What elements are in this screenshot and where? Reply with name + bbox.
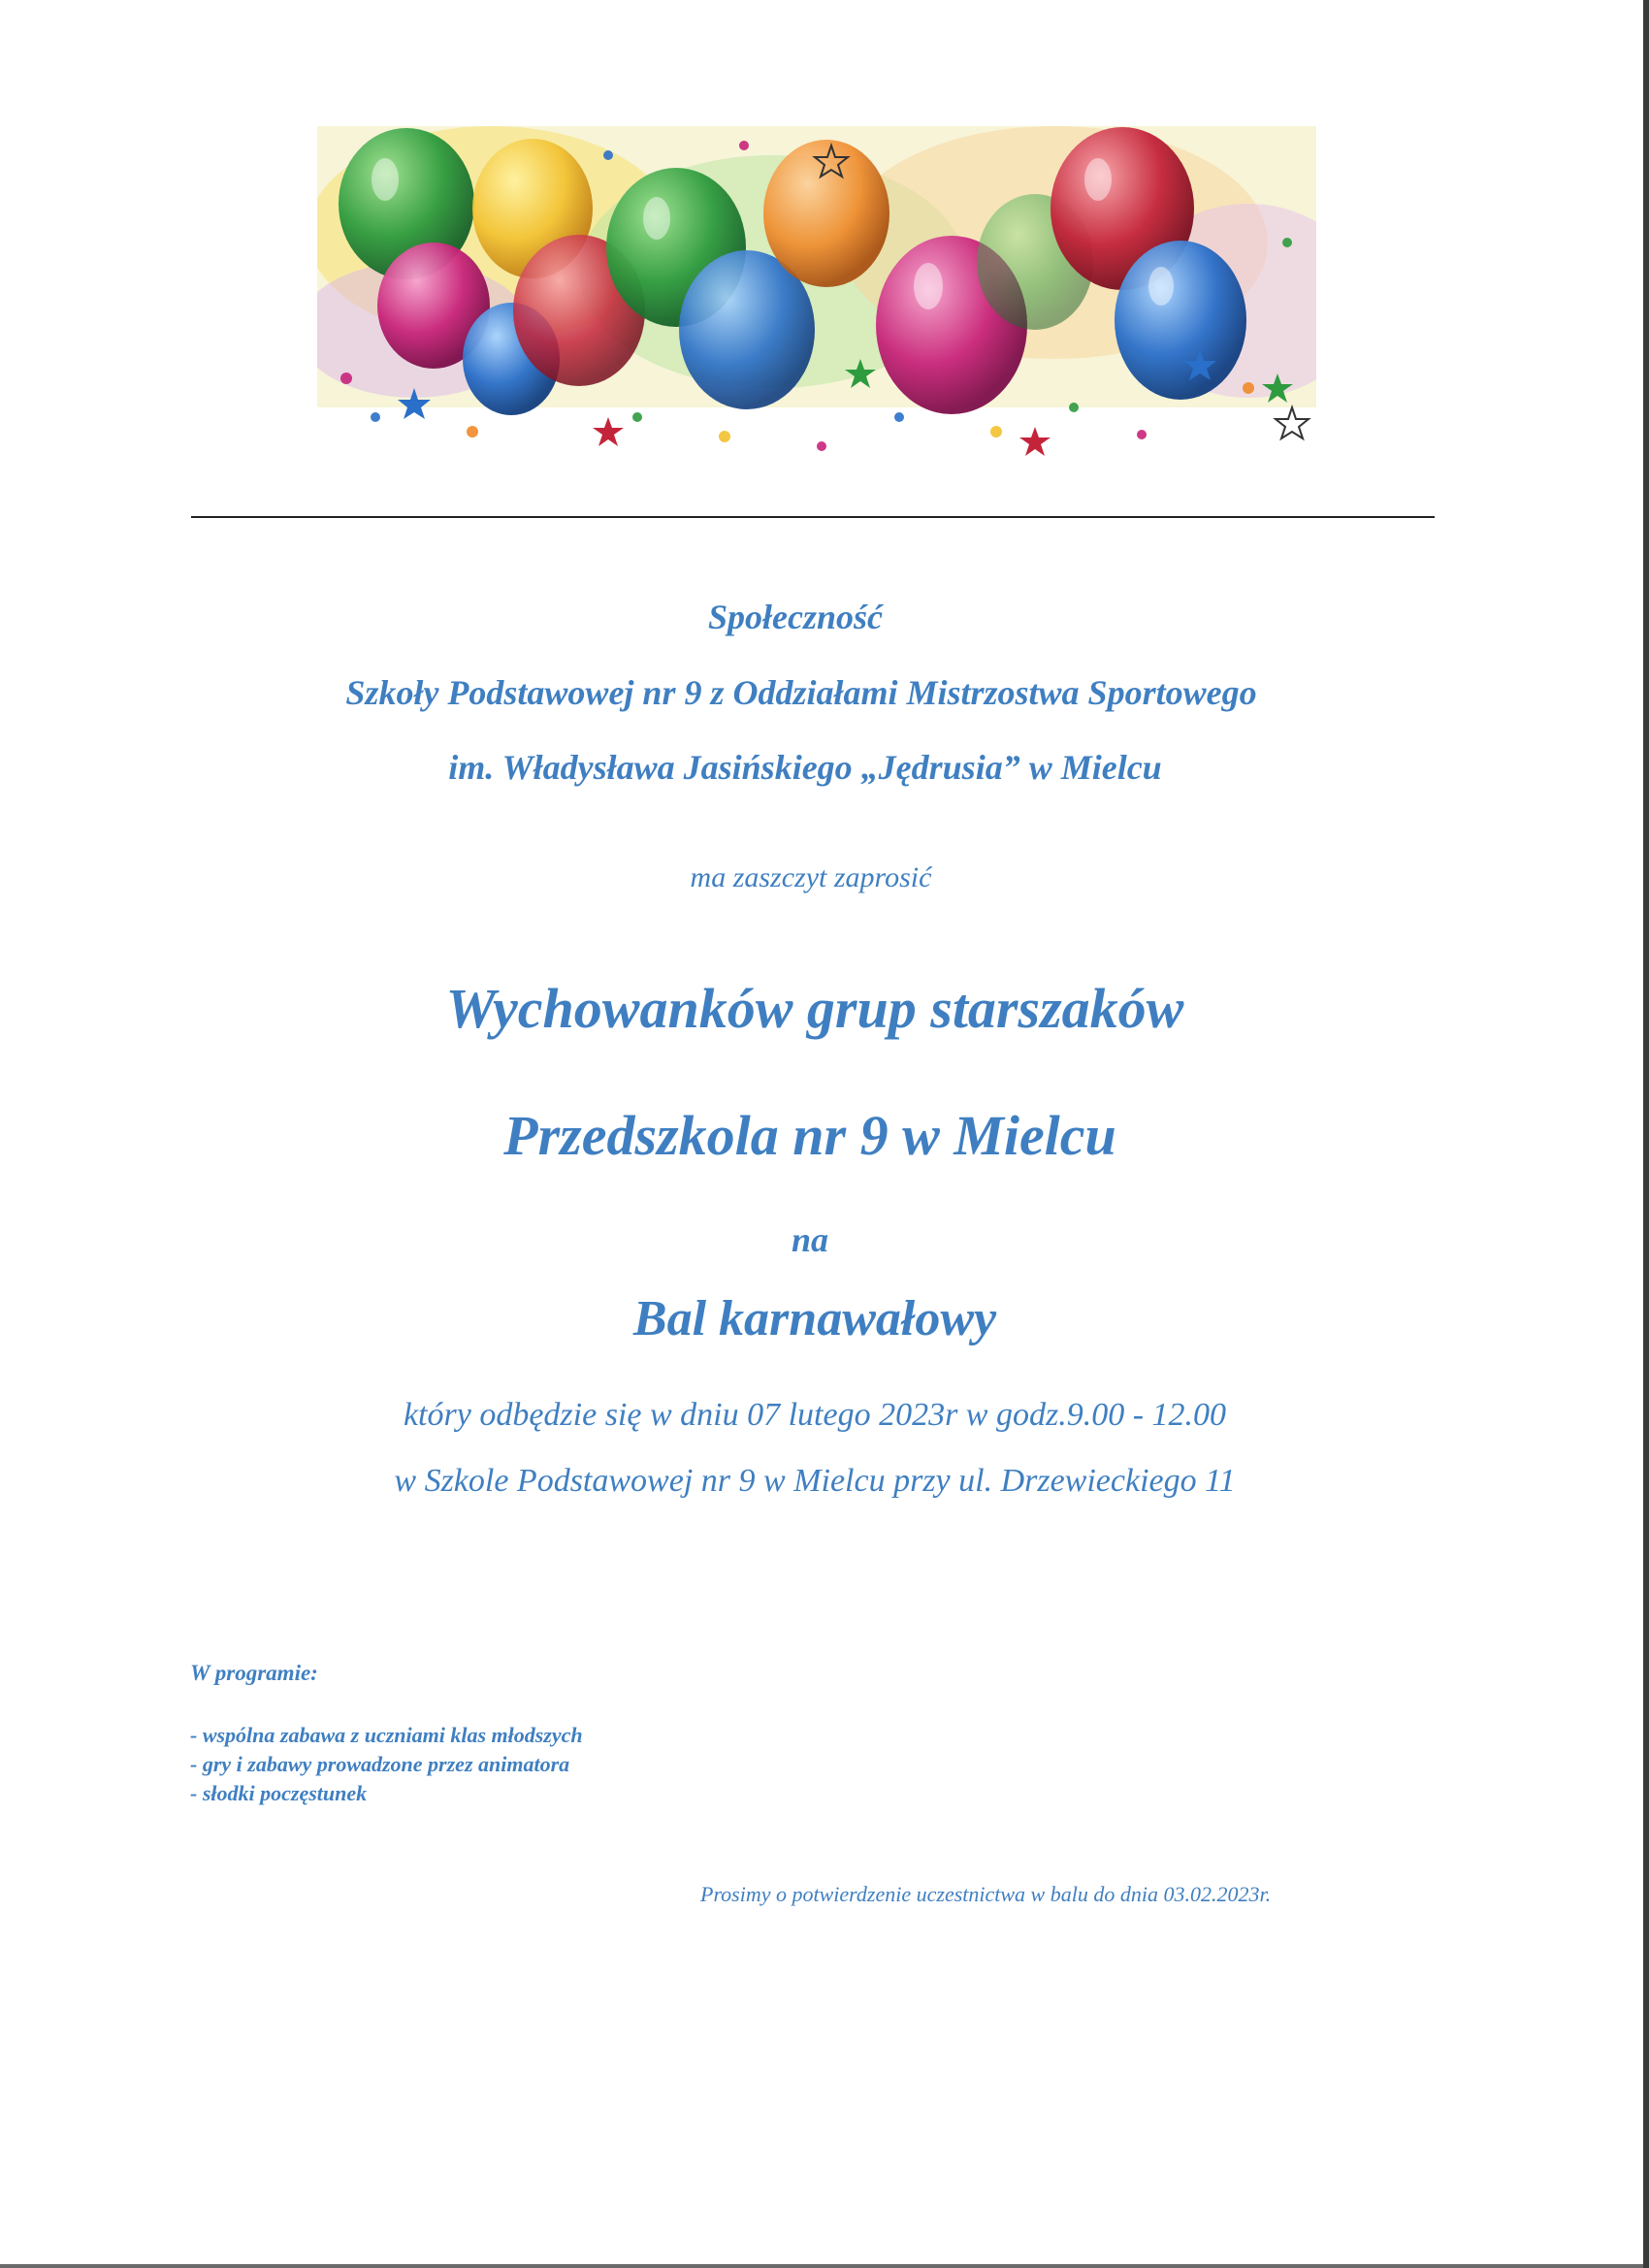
guests-line-1: Wychowanków grup starszaków	[445, 977, 1184, 1040]
invite-text: ma zaszczyt zaprosić	[690, 861, 932, 893]
event-date-time: który odbędzie się w dniu 07 lutego 2023r w godz.9.00 - 12.00	[403, 1397, 1227, 1433]
program-title: W programie:	[190, 1661, 318, 1685]
program-item: - słodki poczęstunek	[190, 1781, 368, 1805]
event-location: w Szkole Podstawowej nr 9 w Mielcu przy ul. Drzewieckiego 11	[394, 1463, 1236, 1499]
guests-line-2: Przedszkola nr 9 w Mielcu	[503, 1104, 1116, 1167]
event-title: Bal karnawałowy	[632, 1291, 997, 1346]
program-item: - gry i zabawy prowadzone przez animatora	[190, 1752, 570, 1776]
rsvp-note: Prosimy o potwierdzenie uczestnictwa w balu do dnia 03.02.2023r.	[700, 1882, 1272, 1906]
org-patron-name: im. Władysława Jasińskiego „Jędrusia” w Mielcu	[448, 748, 1162, 787]
balloons-illustration-icon	[317, 126, 1316, 461]
balloons-banner	[317, 126, 1316, 461]
na-connector: na	[791, 1220, 829, 1259]
org-school-name: Szkoły Podstawowej nr 9 z Oddziałami Mistrzostwa Sportowego	[345, 673, 1257, 712]
divider-line	[191, 516, 1435, 518]
org-community-label: Społeczność	[708, 598, 883, 636]
program-list	[190, 1721, 583, 1808]
program-item: - wspólna zabawa z uczniami klas młodszych	[190, 1723, 583, 1747]
